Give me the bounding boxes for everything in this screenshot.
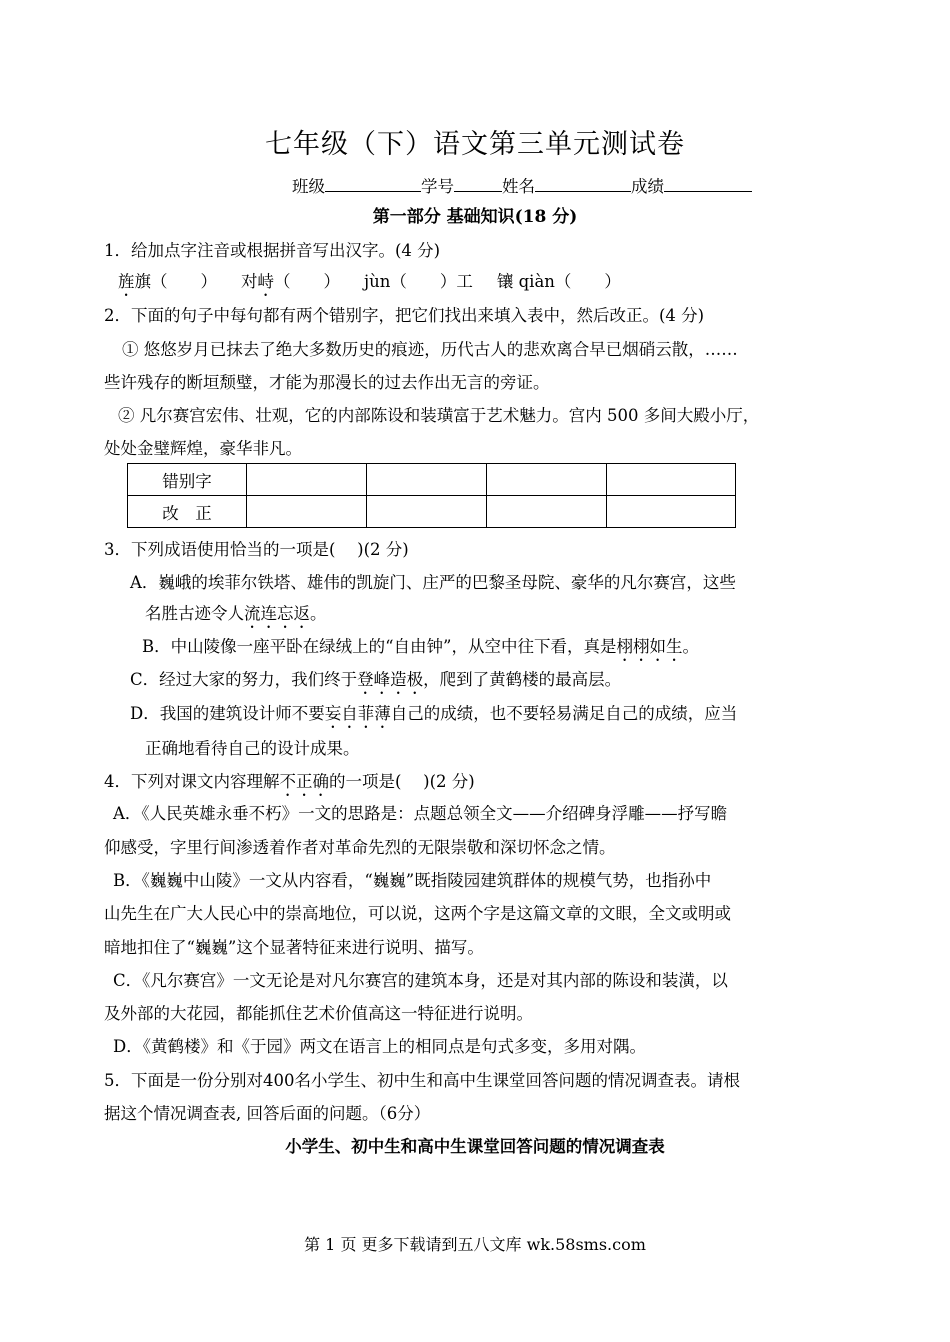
q3-option-d-line2: 正确地看待自己的设计成果。	[145, 739, 360, 758]
q3-stem: 3．下列成语使用恰当的一项是( )(2 分)	[104, 540, 409, 559]
correction-table	[127, 463, 736, 528]
q4-stem: 4．下列对课文内容理解不正确的一项是( )(2 分)	[104, 772, 475, 791]
table-row	[128, 464, 736, 496]
q3-option-d-line1: D．我国的建筑设计师不要妄自菲薄自己的成绩，也不要轻易满足自己的成绩，应当	[130, 704, 738, 723]
table-cell[interactable]	[367, 496, 487, 528]
number-blank[interactable]	[454, 177, 502, 192]
name-blank[interactable]	[535, 177, 631, 192]
q1-item3: jùn（ ）工	[364, 272, 473, 291]
q1-stem: 1．给加点字注音或根据拼音写出汉字。(4 分)	[104, 241, 441, 260]
class-label: 班级	[292, 177, 325, 196]
table-cell[interactable]	[607, 496, 736, 528]
q1-items	[118, 268, 621, 300]
q1-item2: 对峙（ ）	[241, 272, 340, 291]
table-cell[interactable]	[367, 464, 487, 496]
q4-option-b-line3: 暗地扣住了“巍巍”这个显著特征来进行说明、描写。	[104, 938, 484, 957]
table-label-cell: 错别字	[128, 464, 247, 496]
q4-option-b-line1: B．《巍巍中山陵》一文从内容看，“巍巍”既指陵园建筑群体的规模气势，也指孙中	[113, 871, 712, 890]
q5-line1: 5．下面是一份分别对400名小学生、初中生和高中生课堂回答问题的情况调查表。请根	[104, 1071, 740, 1090]
table-row	[128, 496, 736, 528]
q4-option-d: D．《黄鹤楼》和《于园》两文在语言上的相同点是句式多变，多用对隅。	[113, 1037, 646, 1056]
q1-item4: 镶 qiàn（ ）	[496, 272, 621, 291]
table-cell[interactable]	[487, 496, 607, 528]
table-cell[interactable]	[607, 464, 736, 496]
name-label: 姓名	[502, 177, 535, 196]
part1-heading: 第一部分 基础知识(18 分)	[372, 207, 578, 227]
page-footer: 第 1 页 更多下载请到五八文库 wk.58sms.com	[304, 1235, 646, 1254]
number-label: 学号	[421, 177, 454, 196]
table-label-cell: 改 正	[128, 496, 247, 528]
q2-sentence1-line2: 些许残存的断垣颓璧，才能为那漫长的过去作出无言的旁证。	[104, 373, 550, 392]
q3-option-a-line1: A．巍峨的埃菲尔铁塔、雄伟的凯旋门、庄严的巴黎圣母院、豪华的凡尔赛宫，这些	[130, 573, 736, 592]
q2-sentence2-line1: ② 凡尔赛宫宏伟、壮观，它的内部陈设和装璜富于艺术魅力。宫内 500 多间大殿小厅，	[118, 406, 760, 425]
table-cell[interactable]	[247, 464, 367, 496]
survey-table-title: 小学生、初中生和高中生课堂回答问题的情况调查表	[285, 1137, 665, 1156]
table-cell[interactable]	[247, 496, 367, 528]
q2-stem: 2．下面的句子中每句都有两个错别字，把它们找出来填入表中，然后改正。(4 分)	[104, 306, 705, 325]
table-cell[interactable]	[487, 464, 607, 496]
q2-sentence1-line1: ① 悠悠岁月已抹去了绝大多数历史的痕迹，历代古人的悲欢离合早已烟硝云散，……	[122, 340, 738, 359]
q4-option-c-line1: C．《凡尔赛宫》一文无论是对凡尔赛宫的建筑本身，还是对其内部的陈设和装潢，以	[113, 971, 728, 990]
q4-option-b-line2: 山先生在广大人民心中的崇高地位，可以说，这两个字是这篇文章的文眼，全文或明或	[104, 904, 731, 923]
q3-option-c: C．经过大家的努力，我们终于登峰造极，爬到了黄鹤楼的最高层。	[130, 670, 622, 689]
q1-item1: 旌旗（ ）	[118, 272, 217, 291]
q4-option-a-line1: A．《人民英雄永垂不朽》一文的思路是：点题总领全文——介绍碑身浮雕——抒写瞻	[113, 804, 728, 823]
score-blank[interactable]	[664, 177, 752, 192]
q4-option-c-line2: 及外部的大花园，都能抓住艺术价值高这一特征进行说明。	[104, 1004, 533, 1023]
page-title: 七年级（下）语文第三单元测试卷	[265, 129, 685, 160]
q4-option-a-line2: 仰感受，字里行间渗透着作者对革命先烈的无限崇敬和深切怀念之情。	[104, 838, 616, 857]
score-label: 成绩	[631, 177, 664, 196]
q5-line2: 据这个情况调查表, 回答后面的问题。（6分）	[104, 1104, 431, 1123]
q3-option-a-line2: 名胜古迹令人流连忘返。	[145, 604, 327, 623]
q3-option-b: B．中山陵像一座平卧在绿绒上的“自由钟”，从空中往下看，真是栩栩如生。	[142, 637, 699, 656]
class-blank[interactable]	[325, 177, 421, 192]
student-info-line	[292, 173, 752, 197]
q2-sentence2-line2: 处处金璧辉煌，豪华非凡。	[104, 439, 302, 458]
